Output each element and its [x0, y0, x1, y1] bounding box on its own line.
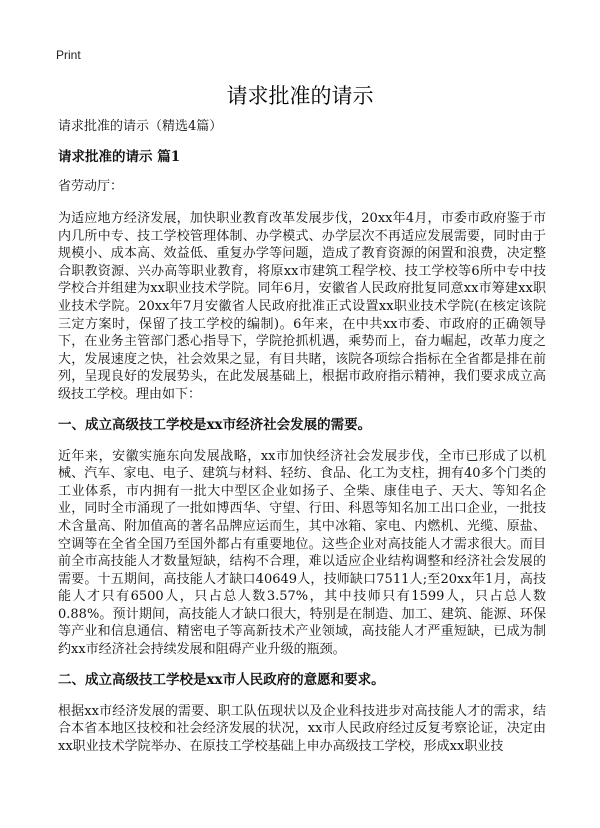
page-title: 请求批准的请示 — [226, 84, 374, 108]
greeting: 省劳动厅： — [58, 179, 124, 194]
section-heading: 一、成立高级技工学校是xx市经济社会发展的需要。 — [58, 416, 372, 433]
section-heading: 二、成立高级技工学校是xx市人民政府的意愿和要求。 — [58, 671, 385, 688]
article-heading: 请求批准的请示 篇1 — [58, 149, 181, 165]
print-label: Print — [56, 48, 81, 62]
document-body — [58, 118, 546, 767]
document-subtitle: 请求批准的请示（精选4篇） — [58, 119, 223, 134]
paragraph: 为适应地方经济发展，加快职业教育改革发展步伐，20xx年4月，市委市政府鉴于市内几所中专、技工学校管理体制、办学模式、办学层次不再适应发展需要，同时由于规模小、成本高、效益低、重复办学等问题，造成了教育资源的闲置和浪费，决定整合职教资源、兴办高等职业教育，将原xx市建筑工程学校、技工学校等6所中专中技学校合并组建为xx职业技术学院。同年6月，安徽省人民政府批复同意xx市筹建xx职业技术学院。20xx年7月安徽省人民政府批准正式设置xx职业技术学院(在核定该院三定方案时，保留了技工学校的编制)。6年来，在中共xx市委、市政府的正确领导下，在业务主管部门悉心指导下，学院抢抓机遇，乘势而上，奋力崛起，改革力度之大，发展速度之快，社会效果之显，有目共睹，该院各项综合指标在全省都是排在前列，呈现良好的发展势头，在此发展基础上，根据市政府指示精神，我们要求成立高级技工学校。理由如下： — [58, 211, 546, 402]
paragraph: 近年来，安徽实施东向发展战略，xx市加快经济社会发展步伐，全市已形成了以机械、汽车、家电、电子、建筑与材料、轻纺、食品、化工为支柱，拥有40多个门类的工业体系，市内拥有一批大中型区企业如扬子、全柴、康佳电子、天大、等知名企业，同时全市涌现了一批如博西华、守望、行田、科恩等知名加工出口企业，一批技术含量高、附加值高的著名品牌应运而生，其中冰箱、家电、内燃机、光缆、原盐、空调等在全省全国乃至国外都占有重要地位。这些企业对高技能人才需求很大。而目前全市高技能人才数量短缺，结构不合理，难以适应企业结构调整和经济社会发展的需要。十五期间，高技能人才缺口40649人，技师缺口7511人;至20xx年1月，高技能人才只有6500人，只占总人数3.57%，其中技师只有1599人，只占总人数0.88%。预计期间，高技能人才缺口很大，特别是在制造、加工、建筑、能源、环保等产业和信息通信、精密电子等高新技术产业领域，高技能人才严重短缺，已成为制约xx市经济社会持续发展和阻碍产业升级的瓶颈。 — [58, 448, 546, 658]
paragraph: 根据xx市经济发展的需要、职工队伍现状以及企业科技进步对高技能人才的需求，结合本省本地区技校和社会经济发展的状况，xx市人民政府经过反复考察论证，决定由xx职业技术学院举办、在原技工学校基础上申办高级技工学校，形成xx职业技 — [58, 703, 546, 754]
